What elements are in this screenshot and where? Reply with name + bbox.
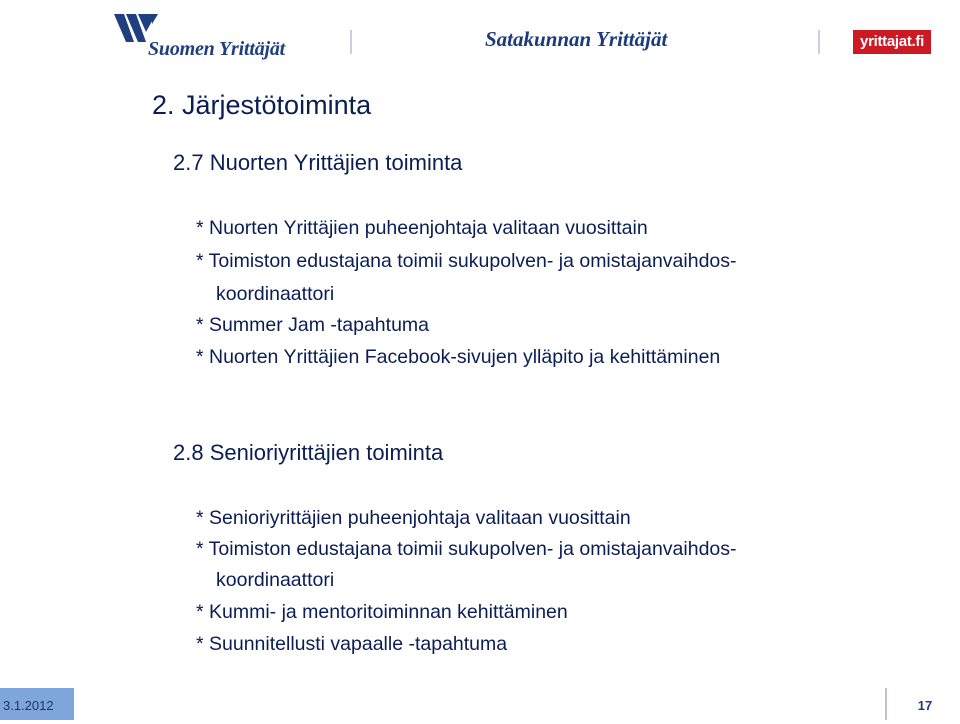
list-item: * Toimiston edustajana toimii sukupolven- ja omistajanvaihdos- — [196, 250, 737, 272]
list-item: * Nuorten Yrittäjien Facebook-sivujen ylläpito ja kehittäminen — [196, 346, 721, 368]
list-item: * Suunnitellusti vapaalle -tapahtuma — [196, 633, 508, 655]
section-heading-nuoret: 2.7 Nuorten Yrittäjien toiminta — [173, 150, 463, 175]
org-title: Satakunnan Yrittäjät — [485, 27, 668, 51]
list-item: * Summer Jam -tapahtuma — [196, 314, 430, 336]
list-item: * Toimiston edustajana toimii sukupolven- ja omistajanvaihdos- — [196, 538, 737, 560]
header — [0, 0, 960, 70]
section-heading-seniorit: 2.8 Senioriyrittäjien toiminta — [173, 440, 444, 465]
header-divider — [818, 30, 820, 54]
footer-divider — [885, 688, 887, 720]
list-item: * Kummi- ja mentoritoiminnan kehittäminen — [196, 601, 568, 623]
list-item-continuation: koordinaattori — [216, 569, 335, 591]
list-item-continuation: koordinaattori — [216, 283, 335, 305]
footer-date: 3.1.2012 — [0, 688, 74, 720]
page-number: 17 — [917, 698, 933, 713]
list-item: * Nuorten Yrittäjien puheenjohtaja valitaan vuosittain — [196, 217, 648, 239]
page-title: 2. Järjestötoiminta — [152, 90, 372, 120]
suomen-yrittajat-logo — [112, 12, 312, 60]
yrittajat-fi-badge[interactable]: yrittajat.fi — [853, 30, 931, 54]
list-item: * Senioriyrittäjien puheenjohtaja valitaan vuosittain — [196, 507, 631, 529]
logo-text: Suomen Yrittäjät — [148, 38, 286, 60]
header-divider — [350, 30, 352, 54]
